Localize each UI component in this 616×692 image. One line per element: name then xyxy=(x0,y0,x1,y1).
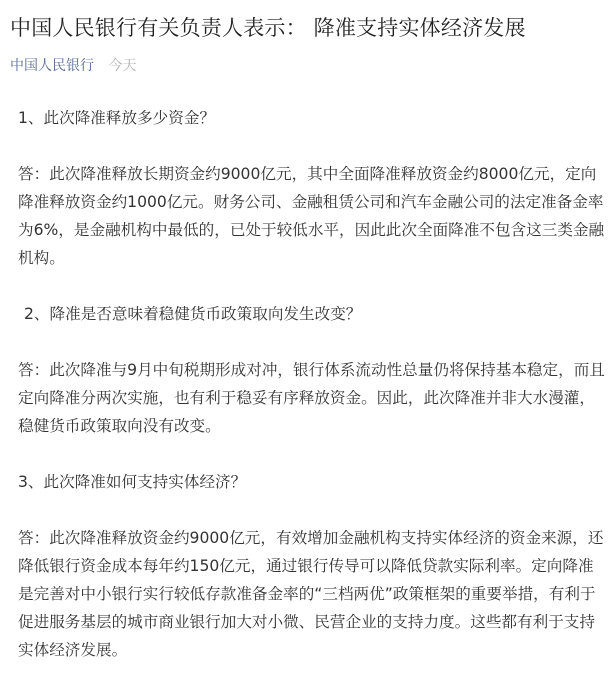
question-3: 3、此次降准如何支持实体经济？ xyxy=(18,473,247,491)
answer-2: 答：此次降准与9月中旬税期形成对冲，银行体系流动性总量仍将保持基本稳定，而且定向降准分两次实施，也有利于稳妥有序释放资金。因此，此次降准并非大水漫灌，稳健货币政策取向没有改变。 xyxy=(18,361,605,435)
article-body xyxy=(18,104,608,692)
question-1: 1、此次降准释放多少资金？ xyxy=(18,109,216,127)
article-meta xyxy=(10,56,136,76)
publish-time: 今天 xyxy=(108,58,137,74)
question-2: 2、降准是否意味着稳健货币政策取向发生改变？ xyxy=(24,305,362,323)
source-account-link[interactable]: 中国人民银行 xyxy=(10,58,94,74)
article-title: 中国人民银行有关负责人表示： 降准支持实体经济发展 xyxy=(10,16,526,40)
answer-3: 答：此次降准释放资金约9000亿元，有效增加金融机构支持实体经济的资金来源，还降低银行资金成本每年约150亿元，通过银行传导可以降低贷款实际利率。定向降准是完善对中小银行实行较低存款准备金率的“三档两优”政策框架的重要举措，有利于促进服务基层的城市商业银行加大对小微、民营企业的支持力度。这些都有利于支持实体经济发展。 xyxy=(18,529,604,659)
answer-1: 答：此次降准释放长期资金约9000亿元，其中全面降准释放资金约8000亿元，定向降准释放资金约1000亿元。财务公司、金融租赁公司和汽车金融公司的法定准备金率为6%，是金融机构中最低的，已处于较低水平，因此此次全面降准不包含这三类金融机构。 xyxy=(18,165,605,267)
